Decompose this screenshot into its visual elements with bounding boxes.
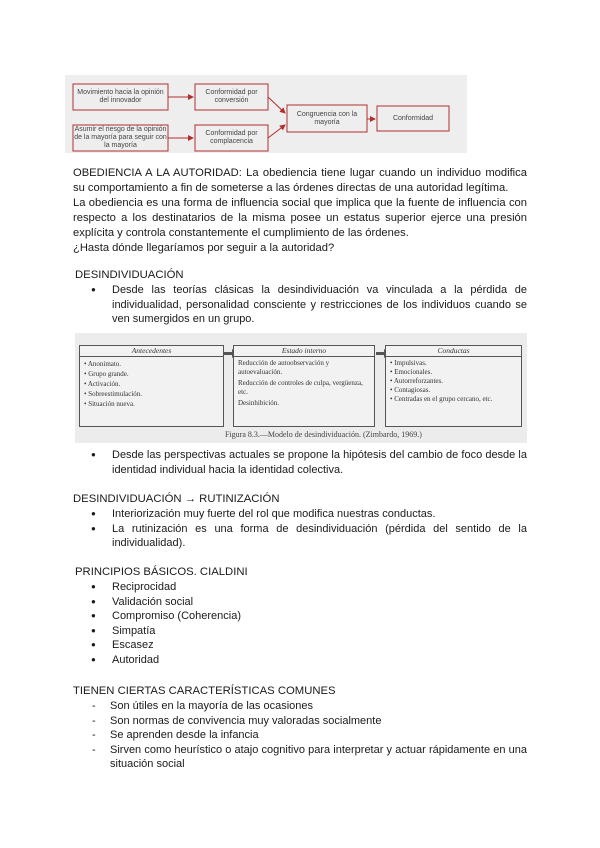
comunes-heading: TIENEN CIERTAS CARACTERÍSTICAS COMUNES	[73, 685, 336, 697]
list-item: - Son normas de convivencia muy valoradas socialmente	[89, 714, 527, 729]
list-item: ● Simpatía	[91, 624, 391, 639]
desindividuacion-list-2	[91, 448, 527, 477]
conducta-item: • Contagiosas.	[390, 386, 431, 394]
figure-caption: Figura 8.3.—Modelo de desindividuación. (Zimbardo, 1969.)	[225, 430, 422, 439]
diagram-box-conversion: Conformidad por conversión	[205, 89, 258, 104]
list-item: ● Escasez	[91, 638, 391, 653]
rutinizacion-list	[91, 507, 527, 551]
comunes-list	[89, 699, 527, 772]
cialdini-list	[91, 580, 391, 667]
list-item: - Se aprenden desde la infancia	[89, 728, 527, 743]
antecedente-item: • Anonimato.	[84, 360, 122, 368]
conducta-item: • Autorreforzantes.	[390, 377, 443, 385]
antecedente-item: • Grupo grande.	[84, 370, 129, 378]
list-item: ● Reciprocidad	[91, 580, 391, 595]
diagram-box-mayoria: Asumir el riesgo de la opinión de la mayoría para seguir con la mayoría	[74, 126, 167, 149]
obediencia-definition: OBEDIENCIA A LA AUTORIDAD: La obediencia tiene lugar cuando un individuo modifica su comportamiento a fin de someterse a las órdenes directas de una autoridad legítima.	[73, 167, 527, 194]
obediencia-question: ¿Hasta dónde llegaríamos por seguir a la autoridad?	[73, 242, 335, 254]
list-item: ● Validación social	[91, 595, 391, 610]
diagram-box-complacencia: Conformidad por complacencia	[205, 130, 258, 145]
zimbardo-figure	[75, 333, 527, 443]
list-item: - Son útiles en la mayoría de las ocasiones	[89, 699, 527, 714]
list-item: ● Interiorización muy fuerte del rol que modifica nuestras conductas.	[91, 507, 527, 522]
diagram-box-conformidad: Conformidad	[392, 114, 434, 122]
list-item: ● Autoridad	[91, 653, 391, 668]
rutinizacion-heading: DESINDIVIDUACIÓN → RUTINIZACIÓN	[73, 493, 280, 505]
diagram-box-congruencia: Congruencia con la mayoría	[296, 110, 358, 126]
antecedentes-column	[79, 345, 224, 427]
estado-interno-title: Estado interno	[234, 346, 374, 357]
estado-item: Desinhibición.	[238, 399, 280, 407]
obediencia-section	[73, 166, 527, 256]
antecedente-item: • Activación.	[84, 380, 121, 388]
list-item: ● Desde las teorías clásicas la desindividuación va vinculada a la pérdida de individualidad, personalidad consciente y restricciones de los individuos cuando se ven sumergidos en un grupo.	[91, 283, 527, 327]
conductas-title: Conductas	[386, 346, 521, 357]
conducta-item: • Centradas en el grupo cercano, etc.	[390, 395, 493, 403]
estado-item: Reducción de controles de culpa, vergüenza, etc.	[238, 379, 363, 396]
estado-item: Reducción de autoobservación y autoevaluación.	[238, 359, 330, 376]
desindividuacion-list	[91, 283, 527, 327]
conducta-item: • Impulsivas.	[390, 359, 427, 367]
obediencia-explanation: La obediencia es una forma de influencia social que implica que la fuente de influencia con respecto a los destinatarios de la misma posee un estatus superior ejerce una presión explícita y controla constantemente el cumplimiento de las órdenes.	[73, 197, 527, 239]
antecedentes-title: Antecedentes	[80, 346, 223, 357]
influence-diagram	[65, 75, 467, 153]
estado-interno-column	[233, 345, 375, 427]
list-item: ● Compromiso (Coherencia)	[91, 609, 391, 624]
list-item: - Sirven como heurístico o atajo cognitivo para interpretar y actuar rápidamente en una situación social	[89, 743, 527, 772]
list-item: ● La rutinización es una forma de desindividuación (pérdida del sentido de la individualidad).	[91, 522, 527, 551]
conducta-item: • Emocionales.	[390, 368, 433, 376]
list-item: ● Desde las perspectivas actuales se propone la hipótesis del cambio de foco desde la identidad individual hacia la identidad colectiva.	[91, 448, 527, 477]
diagram-box-innovador: Movimiento hacia la opinión del innovador	[77, 89, 164, 104]
conductas-column	[385, 345, 522, 427]
antecedente-item: • Situación nueva.	[84, 400, 135, 408]
cialdini-heading: PRINCIPIOS BÁSICOS. CIALDINI	[75, 566, 248, 578]
desindividuacion-heading: DESINDIVIDUACIÓN	[75, 269, 184, 281]
antecedente-item: • Sobreestimulación.	[84, 390, 143, 398]
